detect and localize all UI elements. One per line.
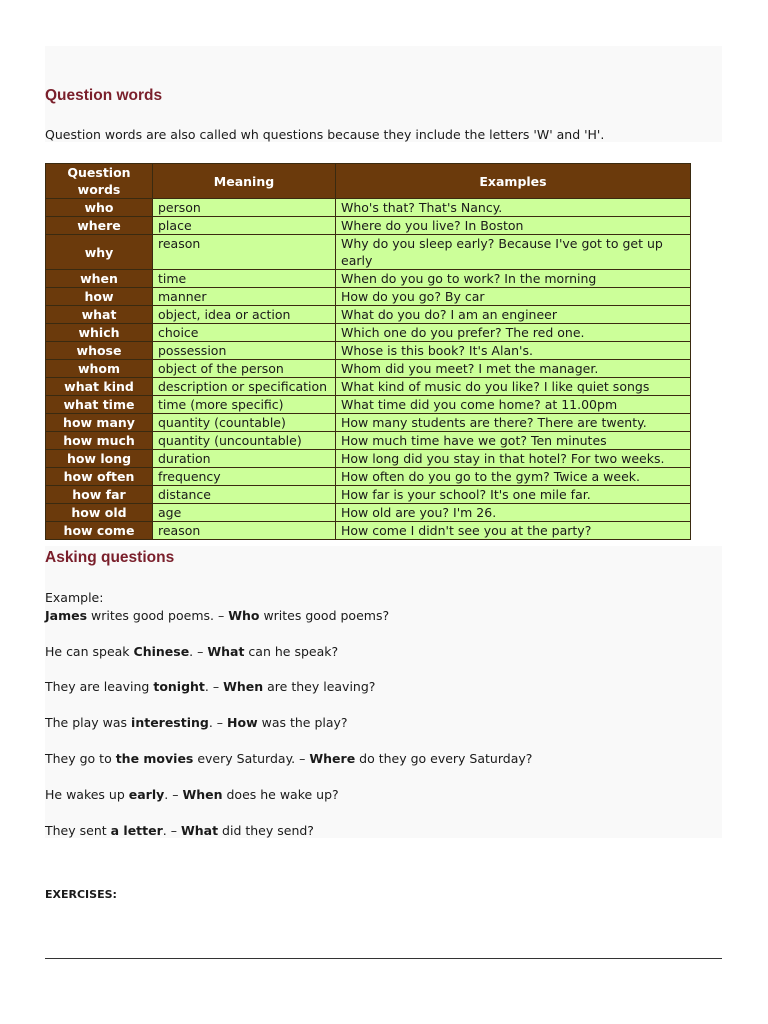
example-cell: How many students are there? There are twenty. [336,414,691,432]
bold-keyword: James [45,608,88,623]
example-sentence [45,607,389,625]
table-row [46,360,691,378]
table-row [46,432,691,450]
table-row [46,288,691,306]
meaning-cell: age [153,504,336,522]
sentence-text: . – [204,679,224,694]
question-word: how far [46,486,153,504]
question-word: how many [46,414,153,432]
table-header-row [46,164,691,199]
bold-keyword: the movies [115,751,194,766]
divider [45,958,722,959]
question-word: how much [46,432,153,450]
sentence-text: writes good poems? [259,608,390,623]
example-cell: What do you do? I am an engineer [336,306,691,324]
meaning-cell: reason [153,235,336,270]
table-row [46,468,691,486]
meaning-cell: quantity (uncountable) [153,432,336,450]
example-sentence [45,714,348,732]
bold-keyword: What [180,823,219,838]
example-cell: How far is your school? It's one mile far. [336,486,691,504]
table-row [46,270,691,288]
question-word: whose [46,342,153,360]
table-row [46,342,691,360]
section-title-question-words: Question words [45,87,163,104]
sentence-text: can he speak? [244,644,339,659]
example-cell: Whose is this book? It's Alan's. [336,342,691,360]
sentence-text: He wakes up [45,787,129,802]
example-cell: How much time have we got? Ten minutes [336,432,691,450]
table-body [46,199,691,540]
question-word: why [46,235,153,270]
example-label: Example: [45,590,104,605]
meaning-cell: duration [153,450,336,468]
meaning-cell: object, idea or action [153,306,336,324]
example-sentence [45,786,339,804]
sentence-text: They are leaving [45,679,154,694]
bold-keyword: Where [309,751,356,766]
sentence-text: . – [189,644,208,659]
section-title-asking-questions: Asking questions [45,549,175,566]
question-word: how often [46,468,153,486]
sentence-text: did they send? [218,823,314,838]
bold-keyword: interesting [131,715,209,730]
example-cell: When do you go to work? In the morning [336,270,691,288]
example-cell: Who's that? That's Nancy. [336,199,691,217]
meaning-cell: place [153,217,336,235]
question-word: what kind [46,378,153,396]
question-word: which [46,324,153,342]
question-word: who [46,199,153,217]
sentence-text: . – [164,787,183,802]
question-words-table [45,163,691,540]
question-word: when [46,270,153,288]
meaning-cell: time (more specific) [153,396,336,414]
bold-keyword: early [128,787,165,802]
sentence-text: . – [208,715,228,730]
example-cell: How long did you stay in that hotel? For two weeks. [336,450,691,468]
table-row [46,378,691,396]
sentence-text: does he wake up? [222,787,339,802]
example-sentence [45,750,532,768]
example-sentence [45,643,338,661]
example-cell: What time did you come home? at 11.00pm [336,396,691,414]
bold-keyword: How [227,715,258,730]
header-examples: Examples [336,164,691,199]
question-word: where [46,217,153,235]
question-word: how old [46,504,153,522]
table-row [46,504,691,522]
question-word: whom [46,360,153,378]
table-row [46,199,691,217]
bold-keyword: Chinese [133,644,190,659]
meaning-cell: time [153,270,336,288]
header-meaning: Meaning [153,164,336,199]
sentence-text: They sent [45,823,111,838]
meaning-cell: description or specification [153,378,336,396]
table-row [46,396,691,414]
question-word: what [46,306,153,324]
example-cell: What kind of music do you like? I like quiet songs [336,378,691,396]
table-row [46,235,691,270]
question-word: how [46,288,153,306]
table-row [46,486,691,504]
sentence-text: are they leaving? [263,679,376,694]
meaning-cell: reason [153,522,336,540]
example-sentence [45,678,375,696]
table-row [46,414,691,432]
meaning-cell: person [153,199,336,217]
bold-keyword: tonight [153,679,205,694]
example-cell: Where do you live? In Boston [336,217,691,235]
table-row [46,522,691,540]
example-cell: How do you go? By car [336,288,691,306]
example-cell: How often do you go to the gym? Twice a week. [336,468,691,486]
example-cell: Whom did you meet? I met the manager. [336,360,691,378]
bold-keyword: a letter [110,823,163,838]
bold-keyword: When [182,787,223,802]
exercises-label: EXERCISES: [45,888,117,901]
table-row [46,217,691,235]
table-row [46,450,691,468]
sentence-text: every Saturday. – [193,751,310,766]
sentence-text: writes good poems. – [87,608,229,623]
question-word: what time [46,396,153,414]
question-word: how long [46,450,153,468]
meaning-cell: object of the person [153,360,336,378]
meaning-cell: manner [153,288,336,306]
sentence-text: . – [162,823,181,838]
meaning-cell: choice [153,324,336,342]
table-row [46,324,691,342]
table-row [46,306,691,324]
sentence-text: He can speak [45,644,134,659]
example-cell: How come I didn't see you at the party? [336,522,691,540]
example-sentence [45,822,314,840]
example-cell: Which one do you prefer? The red one. [336,324,691,342]
question-word: how come [46,522,153,540]
sentence-text: They go to [45,751,116,766]
example-cell: Why do you sleep early? Because I've got to get up early [336,235,691,270]
meaning-cell: quantity (countable) [153,414,336,432]
bold-keyword: When [223,679,264,694]
header-question-words: Question words [46,164,153,199]
sentence-text: do they go every Saturday? [355,751,533,766]
example-cell: How old are you? I'm 26. [336,504,691,522]
bold-keyword: What [207,644,245,659]
sentence-text: was the play? [257,715,348,730]
meaning-cell: frequency [153,468,336,486]
meaning-cell: distance [153,486,336,504]
bold-keyword: Who [228,608,260,623]
intro-text: Question words are also called wh questions because they include the letters 'W' and 'H'. [45,127,605,142]
meaning-cell: possession [153,342,336,360]
sentence-text: The play was [45,715,132,730]
